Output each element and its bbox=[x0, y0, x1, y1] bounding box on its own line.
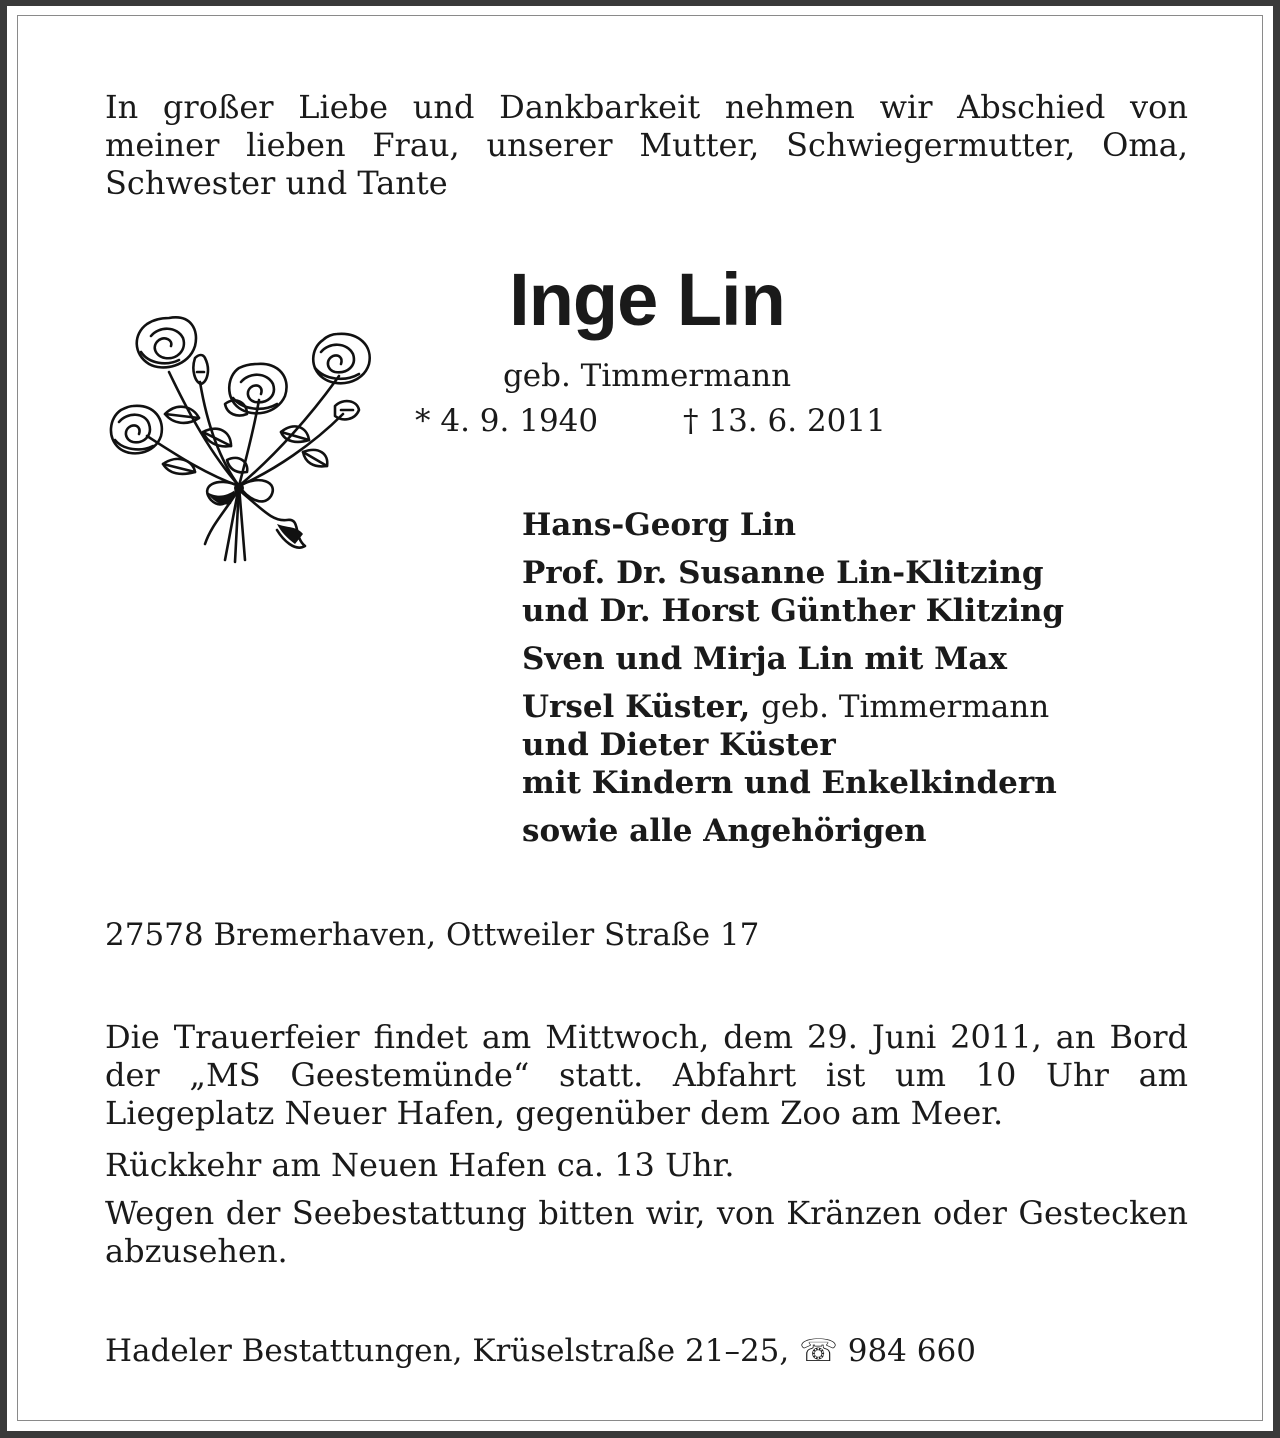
mourner-line: Sven und Mirja Lin mit Max bbox=[522, 641, 1007, 677]
mourner-line: und Dr. Horst Günther Klitzing bbox=[522, 593, 1065, 629]
return-info: Rückkehr am Neuen Hafen ca. 13 Uhr. bbox=[105, 1146, 735, 1184]
birth-date: * 4. 9. 1940 bbox=[415, 403, 599, 439]
mourner-line bbox=[522, 688, 1064, 726]
mourner-line: und Dieter Küster bbox=[522, 727, 836, 763]
undertaker-info: Hadeler Bestattungen, Krüselstraße 21–25, ☏ 984 660 bbox=[105, 1333, 976, 1369]
mourner-line: Prof. Dr. Susanne Lin-Klitzing bbox=[522, 555, 1044, 591]
maiden-name: geb. Timmermann bbox=[502, 358, 792, 394]
mourner-maiden-name: geb. Timmermann bbox=[761, 689, 1050, 725]
sea-burial-note: Wegen der Seebestattung bitten wir, von Kränzen oder Gestecken abzusehen. bbox=[105, 1194, 1188, 1270]
death-date: † 13. 6. 2011 bbox=[683, 403, 886, 439]
ceremony-info: Die Trauerfeier findet am Mittwoch, dem 29. Juni 2011, an Bord der „MS Geestemünde“ statt. Abfahrt ist um 10 Uhr am Liegeplatz Neuer Hafen, gegenüber dem Zoo am Meer. bbox=[105, 1018, 1188, 1132]
mourner-line: Hans-Georg Lin bbox=[522, 507, 797, 543]
mourner-line: mit Kindern und Enkelkindern bbox=[522, 765, 1057, 801]
mourners-list bbox=[522, 506, 1064, 850]
mourner-name-bold: Ursel Küster, bbox=[522, 689, 751, 725]
family-address: 27578 Bremerhaven, Ottweiler Straße 17 bbox=[105, 917, 760, 953]
deceased-name: Inge Lin bbox=[509, 258, 785, 341]
mourner-line: sowie alle Angehörigen bbox=[522, 813, 927, 849]
rose-bouquet-icon bbox=[107, 314, 382, 566]
intro-text: In großer Liebe und Dankbarkeit nehmen wir Abschied von meiner lieben Frau, unserer Mutter, Schwiegermutter, Oma, Schwester und Tante bbox=[105, 88, 1188, 202]
